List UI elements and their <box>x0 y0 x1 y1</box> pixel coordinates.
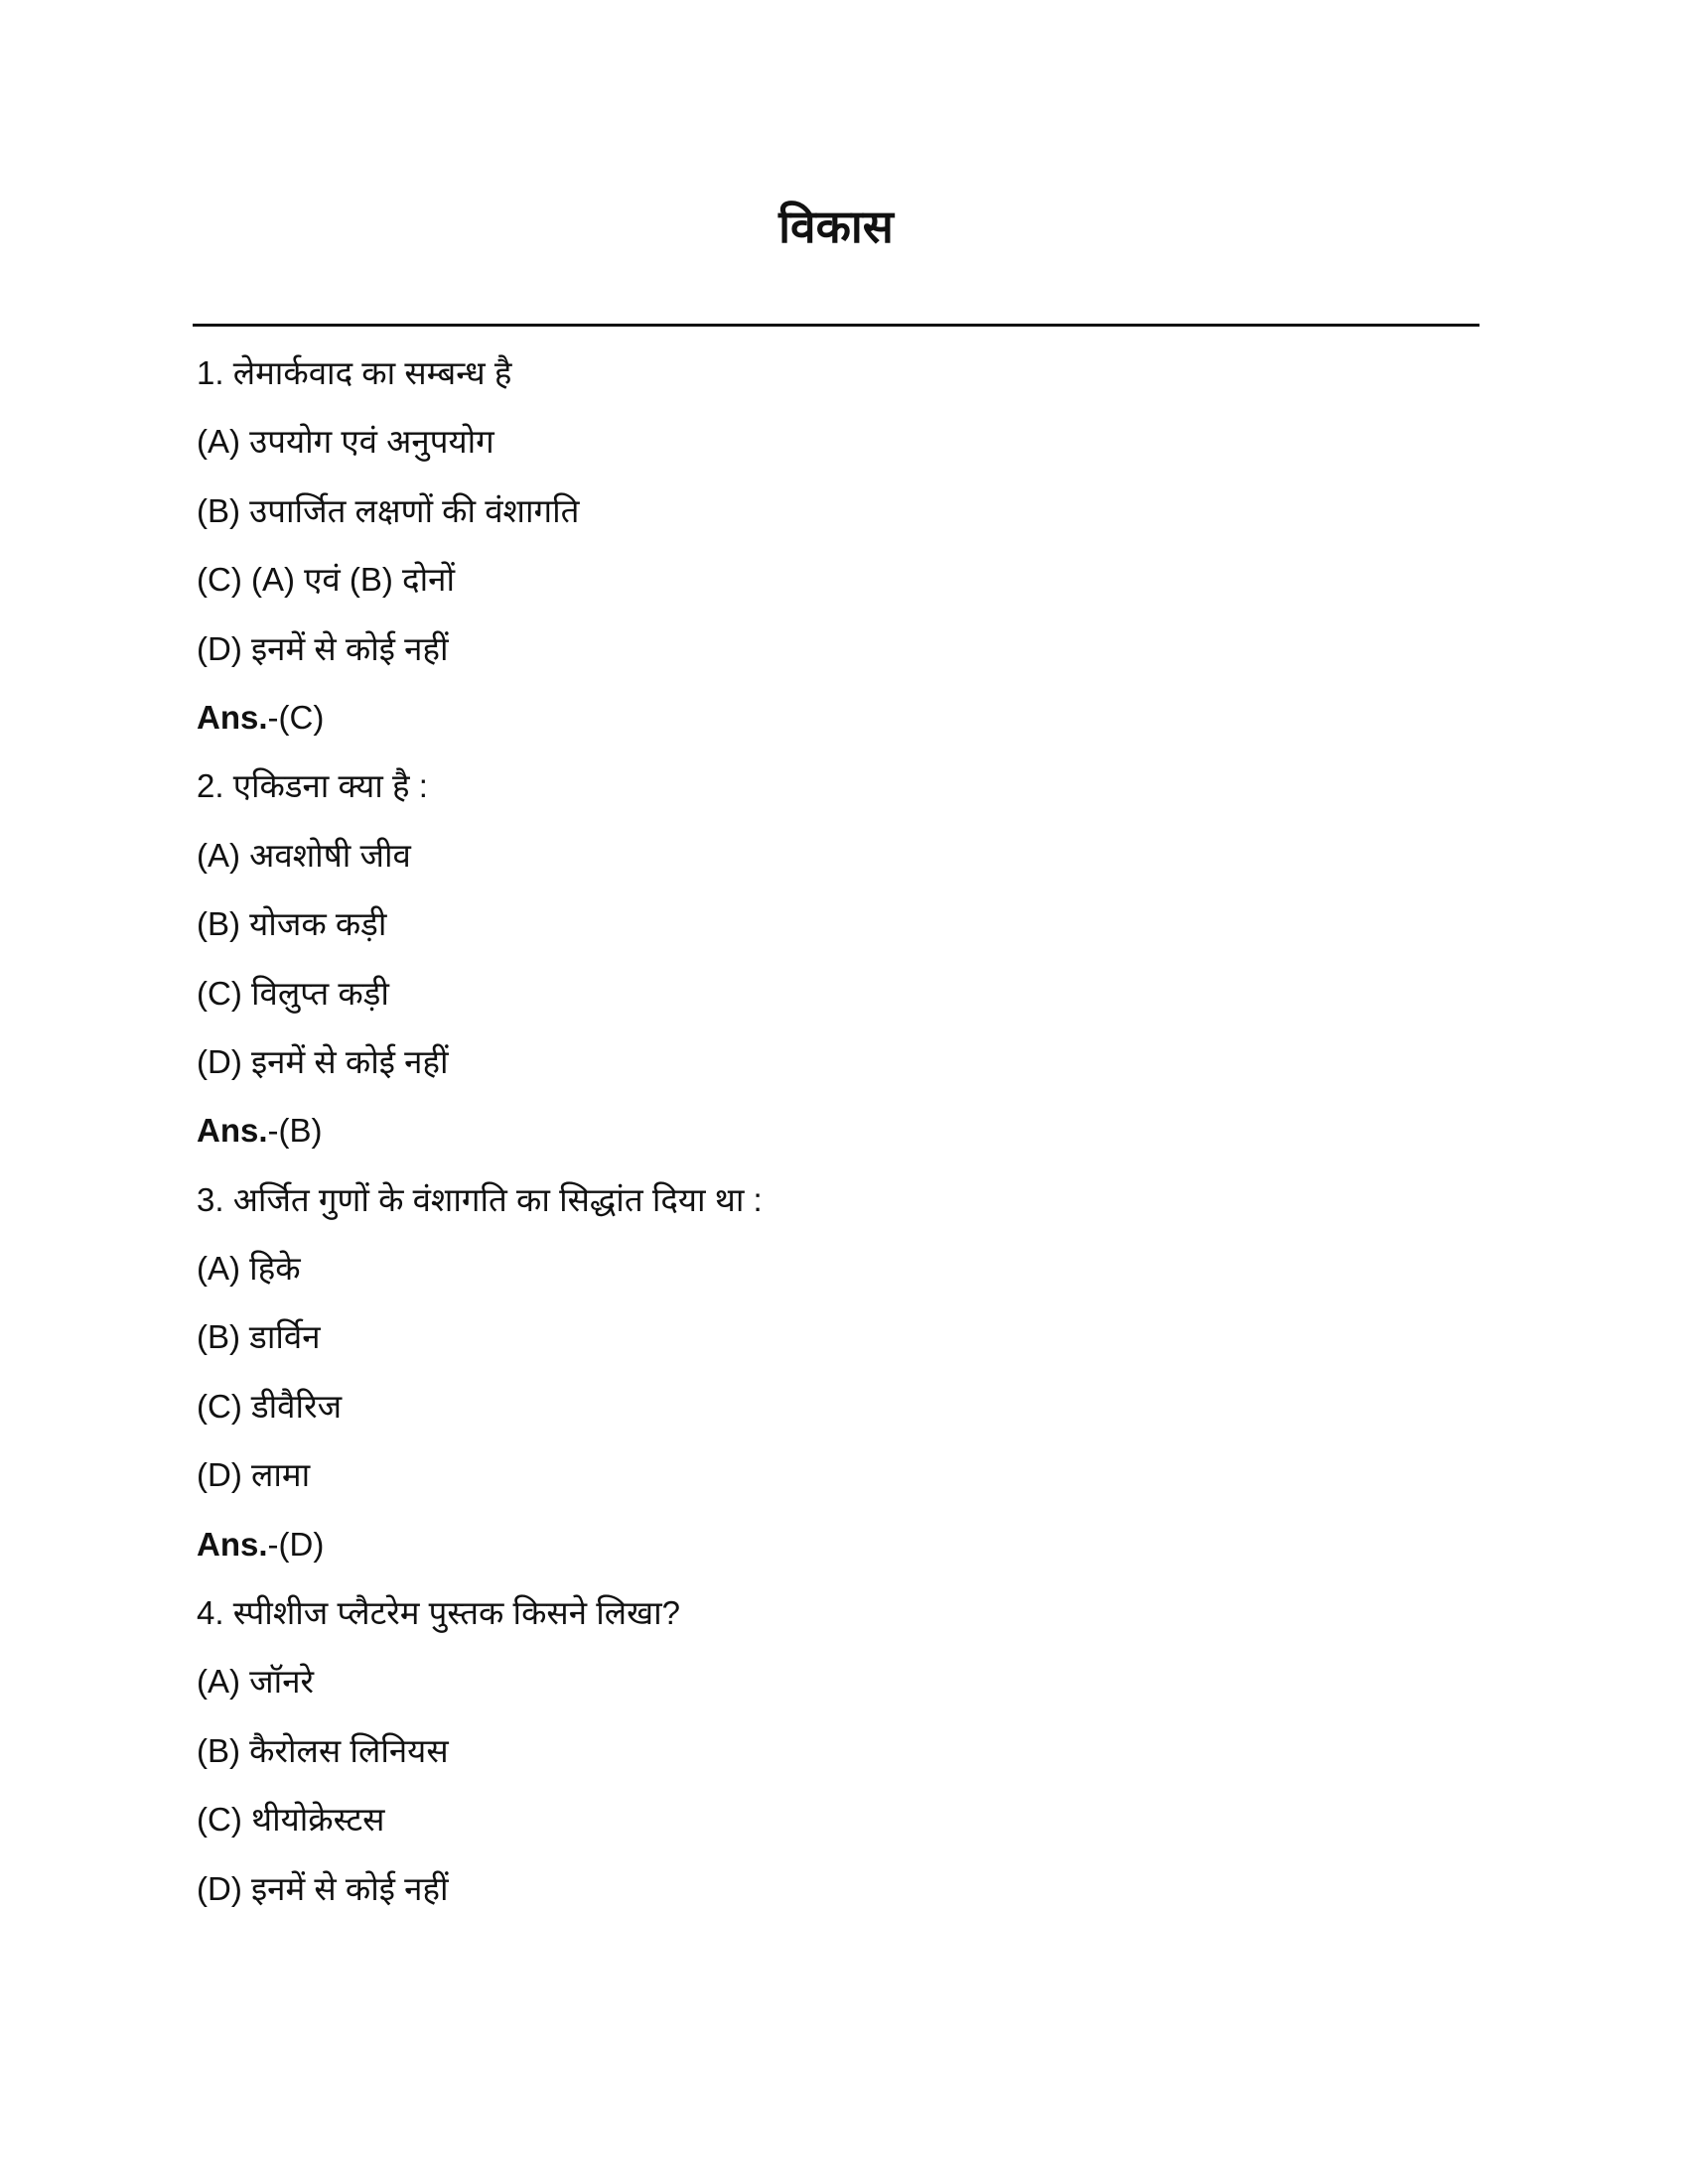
option: (D) इनमें से कोई नहीं <box>197 629 449 667</box>
answer-label: Ans. <box>197 698 268 736</box>
option: (D) लामा <box>197 1456 311 1494</box>
question-text: 4. स्पीशीज प्लैटरेम पुस्तक किसने लिखा? <box>197 1594 681 1632</box>
page-title: विकास <box>778 201 894 252</box>
option: (D) इनमें से कोई नहीं <box>197 1869 449 1907</box>
option: (C) थीयोक्रेस्टस <box>197 1801 385 1839</box>
option: (D) इनमें से कोई नहीं <box>197 1042 449 1080</box>
question-text: 2. एकिडना क्या है : <box>197 767 428 805</box>
answer-line <box>197 1101 763 1169</box>
option: (C) (A) एवं (B) दोनों <box>197 561 455 599</box>
question-text: 3. अर्जित गुणों के वंशागति का सिद्धांत दिया था : <box>197 1180 763 1218</box>
answer-label: Ans. <box>197 1112 268 1150</box>
question-list <box>197 343 763 1928</box>
option: (B) उपार्जित लक्षणों की वंशागति <box>197 491 580 529</box>
question-text: 1. लेमार्कवाद का सम्बन्ध है <box>197 354 512 391</box>
option: (A) हिके <box>197 1250 301 1288</box>
answer-value: -(B) <box>267 1112 323 1150</box>
option: (B) डार्विन <box>197 1318 321 1356</box>
option: (B) योजक कड़ी <box>197 905 387 943</box>
option: (A) उपयोग एवं अनुपयोग <box>197 423 494 461</box>
answer-label: Ans. <box>197 1525 268 1563</box>
answer-value: -(C) <box>267 698 325 736</box>
answer-line <box>197 1515 763 1583</box>
option: (A) अवशोषी जीव <box>197 836 411 874</box>
answer-line <box>197 688 763 756</box>
title-divider <box>193 324 1479 327</box>
option: (C) विलुप्त कड़ी <box>197 974 389 1012</box>
option: (C) डीवैरिज <box>197 1387 343 1425</box>
option: (B) कैरोलस लिनियस <box>197 1731 449 1769</box>
option: (A) जॉनरे <box>197 1663 315 1701</box>
answer-value: -(D) <box>267 1525 325 1563</box>
